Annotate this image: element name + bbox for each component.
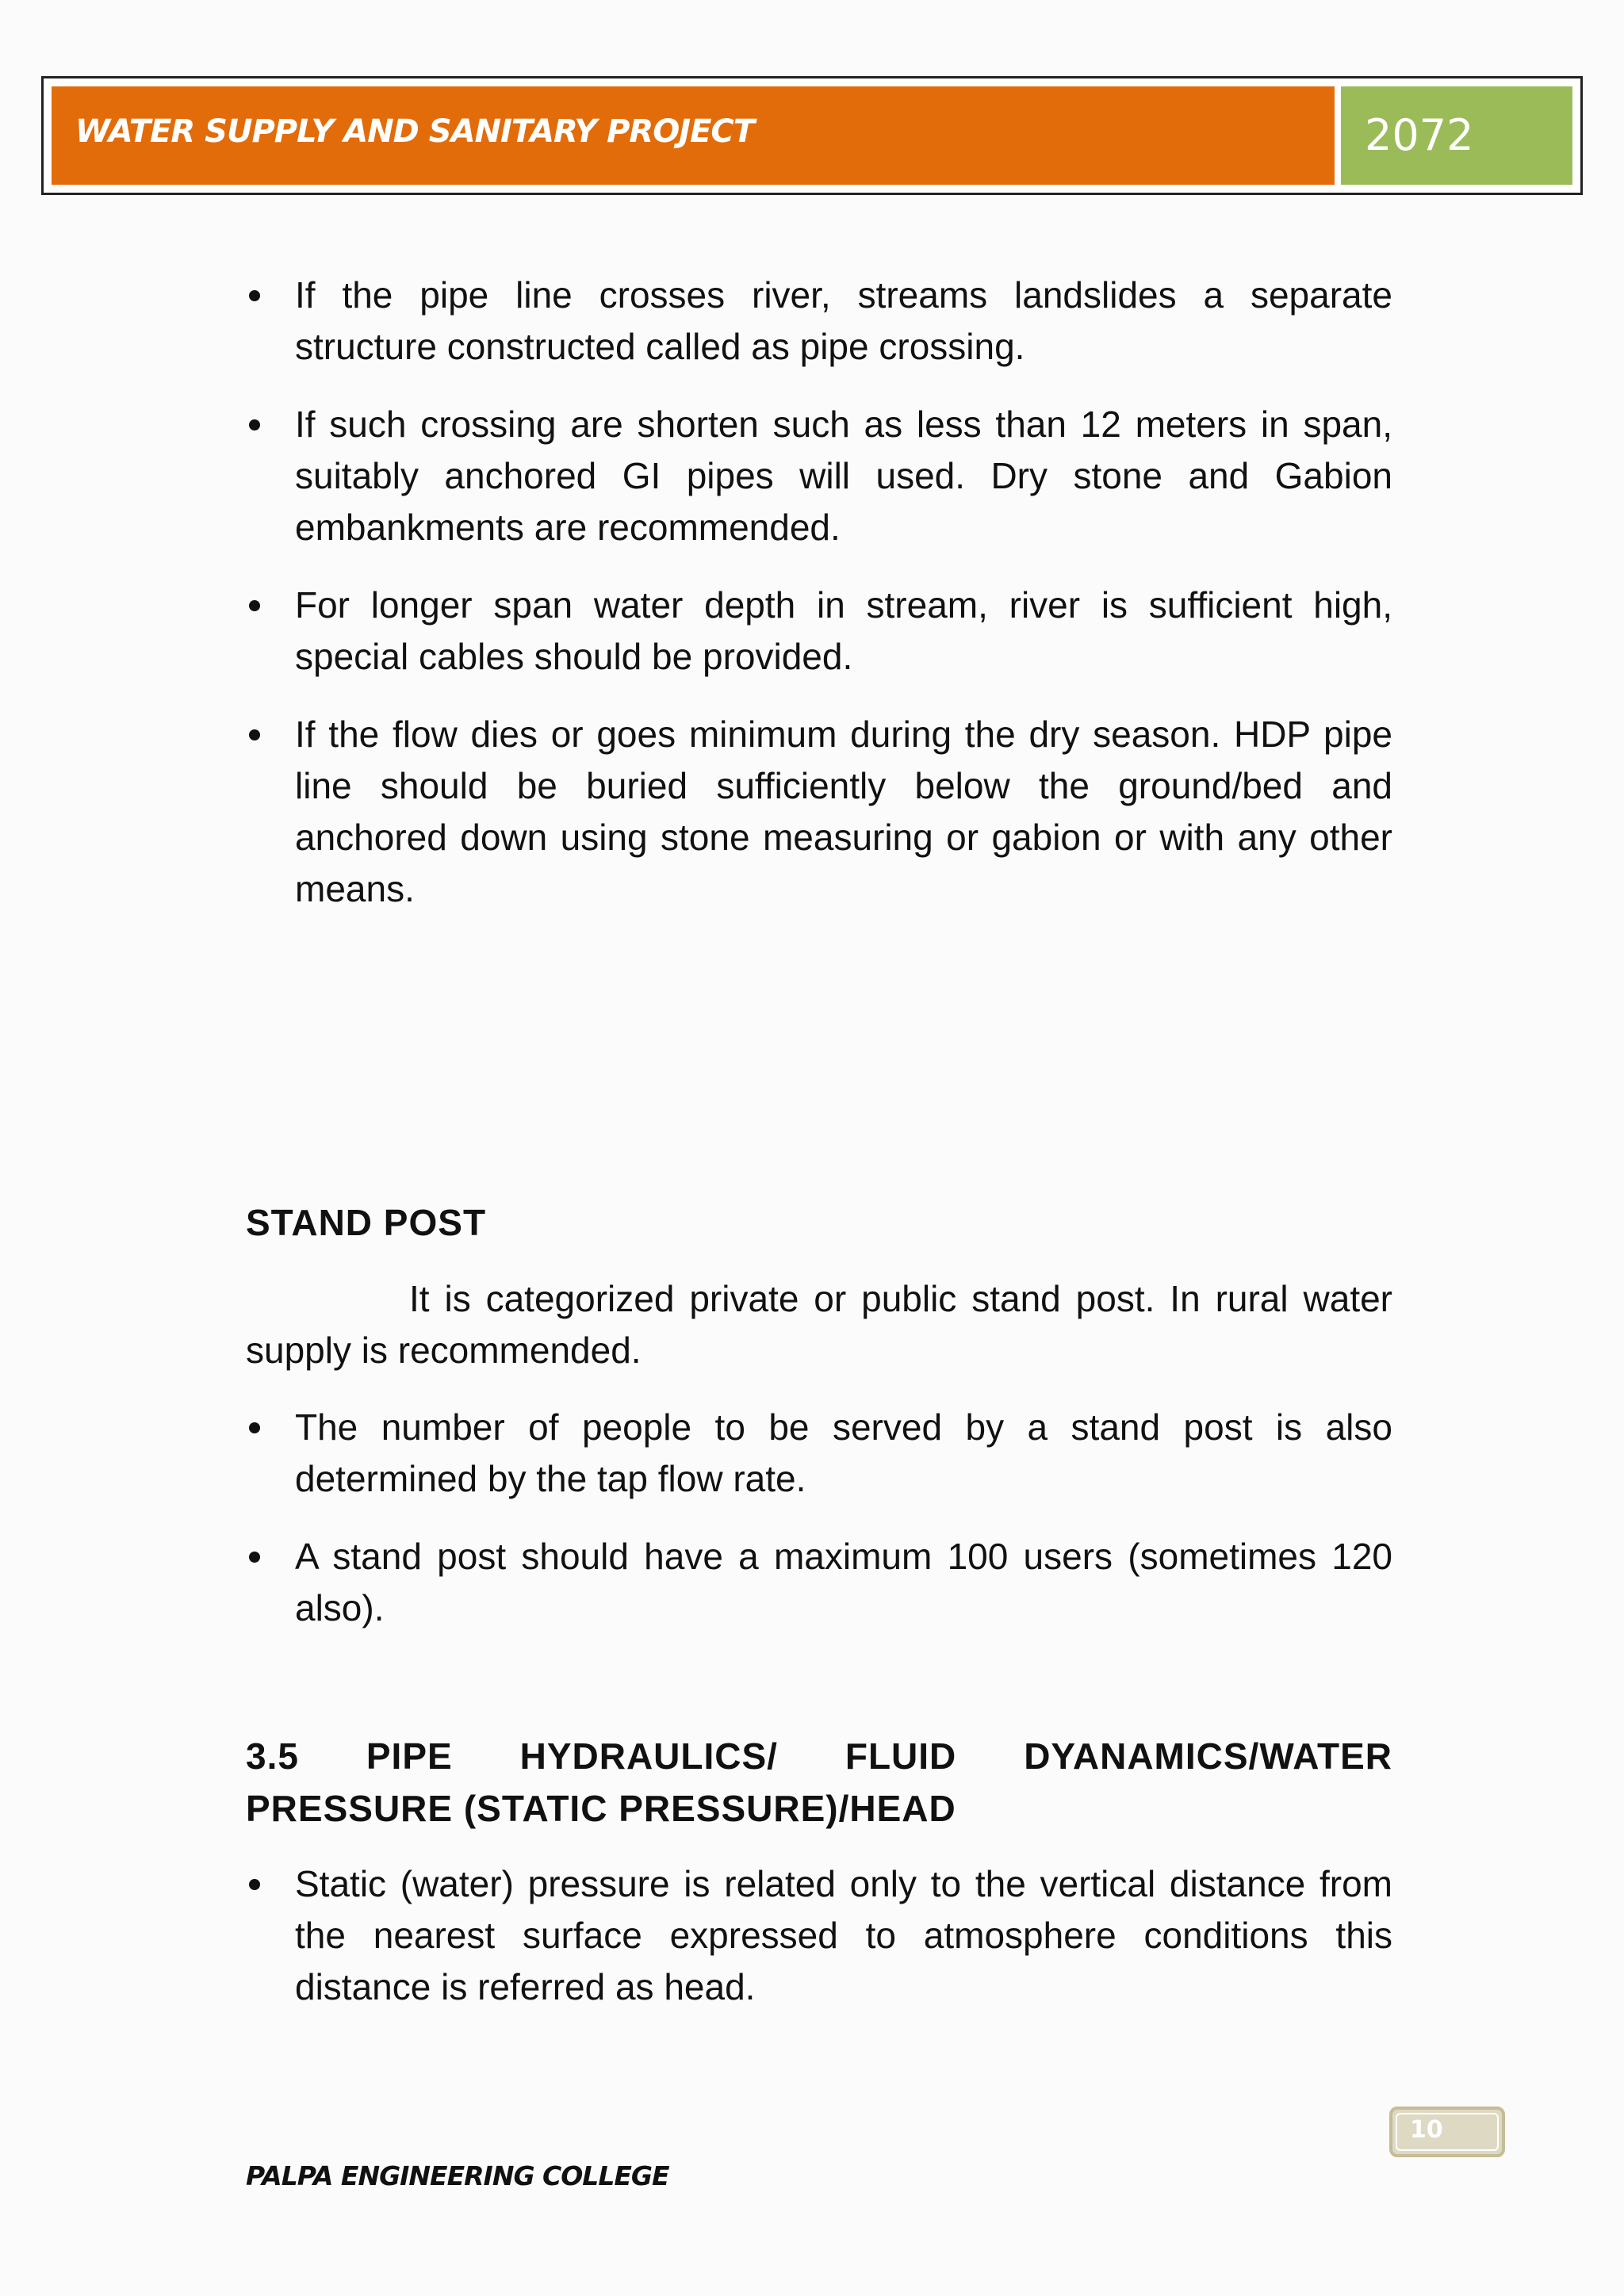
list-item-text: A stand post should have a maximum 100 users (sometimes 120 also). xyxy=(295,1536,1392,1628)
section-heading-line-1: 3.5 PIPE HYDRAULICS/ FLUID DYANAMICS/WATER xyxy=(246,1735,1392,1777)
header-title-band xyxy=(52,86,1335,185)
list-item xyxy=(246,1531,1392,1634)
header-title: WATER SUPPLY AND SANITARY PROJECT xyxy=(75,113,755,150)
bullet-icon xyxy=(249,290,260,301)
bullet-icon xyxy=(249,729,260,740)
stand-post-heading: STAND POST xyxy=(246,1202,487,1243)
list-item-text: Static (water) pressure is related only to the vertical distance from the nearest surface expressed to atmosphere conditions this distance is referred as head. xyxy=(295,1863,1392,2007)
header-year: 2072 xyxy=(1365,110,1474,160)
list-item-text: The number of people to be served by a stand post is also determined by the tap flow rate. xyxy=(295,1406,1392,1499)
bullet-icon xyxy=(249,1552,260,1563)
bullet-icon xyxy=(249,600,260,611)
list-item xyxy=(246,1858,1392,2013)
list-item xyxy=(246,709,1392,915)
bullet-icon xyxy=(249,1422,260,1433)
list-item-text: For longer span water depth in stream, river is sufficient high, special cables should be provided. xyxy=(295,584,1392,677)
page-content xyxy=(246,270,1392,2039)
list-item xyxy=(246,399,1392,553)
list-item-text: If the pipe line crosses river, streams landslides a separate structure constructed called as pipe crossing. xyxy=(295,274,1392,367)
list-item-text: If the flow dies or goes minimum during the dry season. HDP pipe line should be buried sufficiently below the ground/bed and anchored down using stone measuring or gabion or with any other means. xyxy=(295,714,1392,909)
list-item-text: If such crossing are shorten such as less than 12 meters in span, suitably anchored GI pipes will used. Dry stone and Gabion embankments are recommended. xyxy=(295,404,1392,548)
vertical-spacer xyxy=(246,1376,1392,1402)
list-item xyxy=(246,1402,1392,1505)
vertical-spacer xyxy=(246,1835,1392,1858)
page-number-badge xyxy=(1389,2107,1505,2157)
page-header xyxy=(41,76,1583,195)
bullet-icon xyxy=(249,419,260,430)
section-heading-line-2: PRESSURE (STATIC PRESSURE)/HEAD xyxy=(246,1788,956,1829)
vertical-spacer xyxy=(246,1660,1392,1730)
vertical-spacer xyxy=(246,1249,1392,1273)
list-item xyxy=(246,580,1392,683)
stand-post-list xyxy=(246,1402,1392,1634)
header-year-band xyxy=(1341,86,1572,185)
list-item xyxy=(246,270,1392,373)
vertical-spacer xyxy=(246,941,1392,1196)
stand-post-intro: It is categorized private or public stand post. In rural water supply is recommended. xyxy=(246,1278,1392,1371)
pipe-crossing-list xyxy=(246,270,1392,915)
page-number: 10 xyxy=(1410,2116,1443,2144)
static-pressure-list xyxy=(246,1858,1392,2013)
bullet-icon xyxy=(249,1879,260,1890)
footer-college-name: PALPA ENGINEERING COLLEGE xyxy=(246,2160,669,2191)
